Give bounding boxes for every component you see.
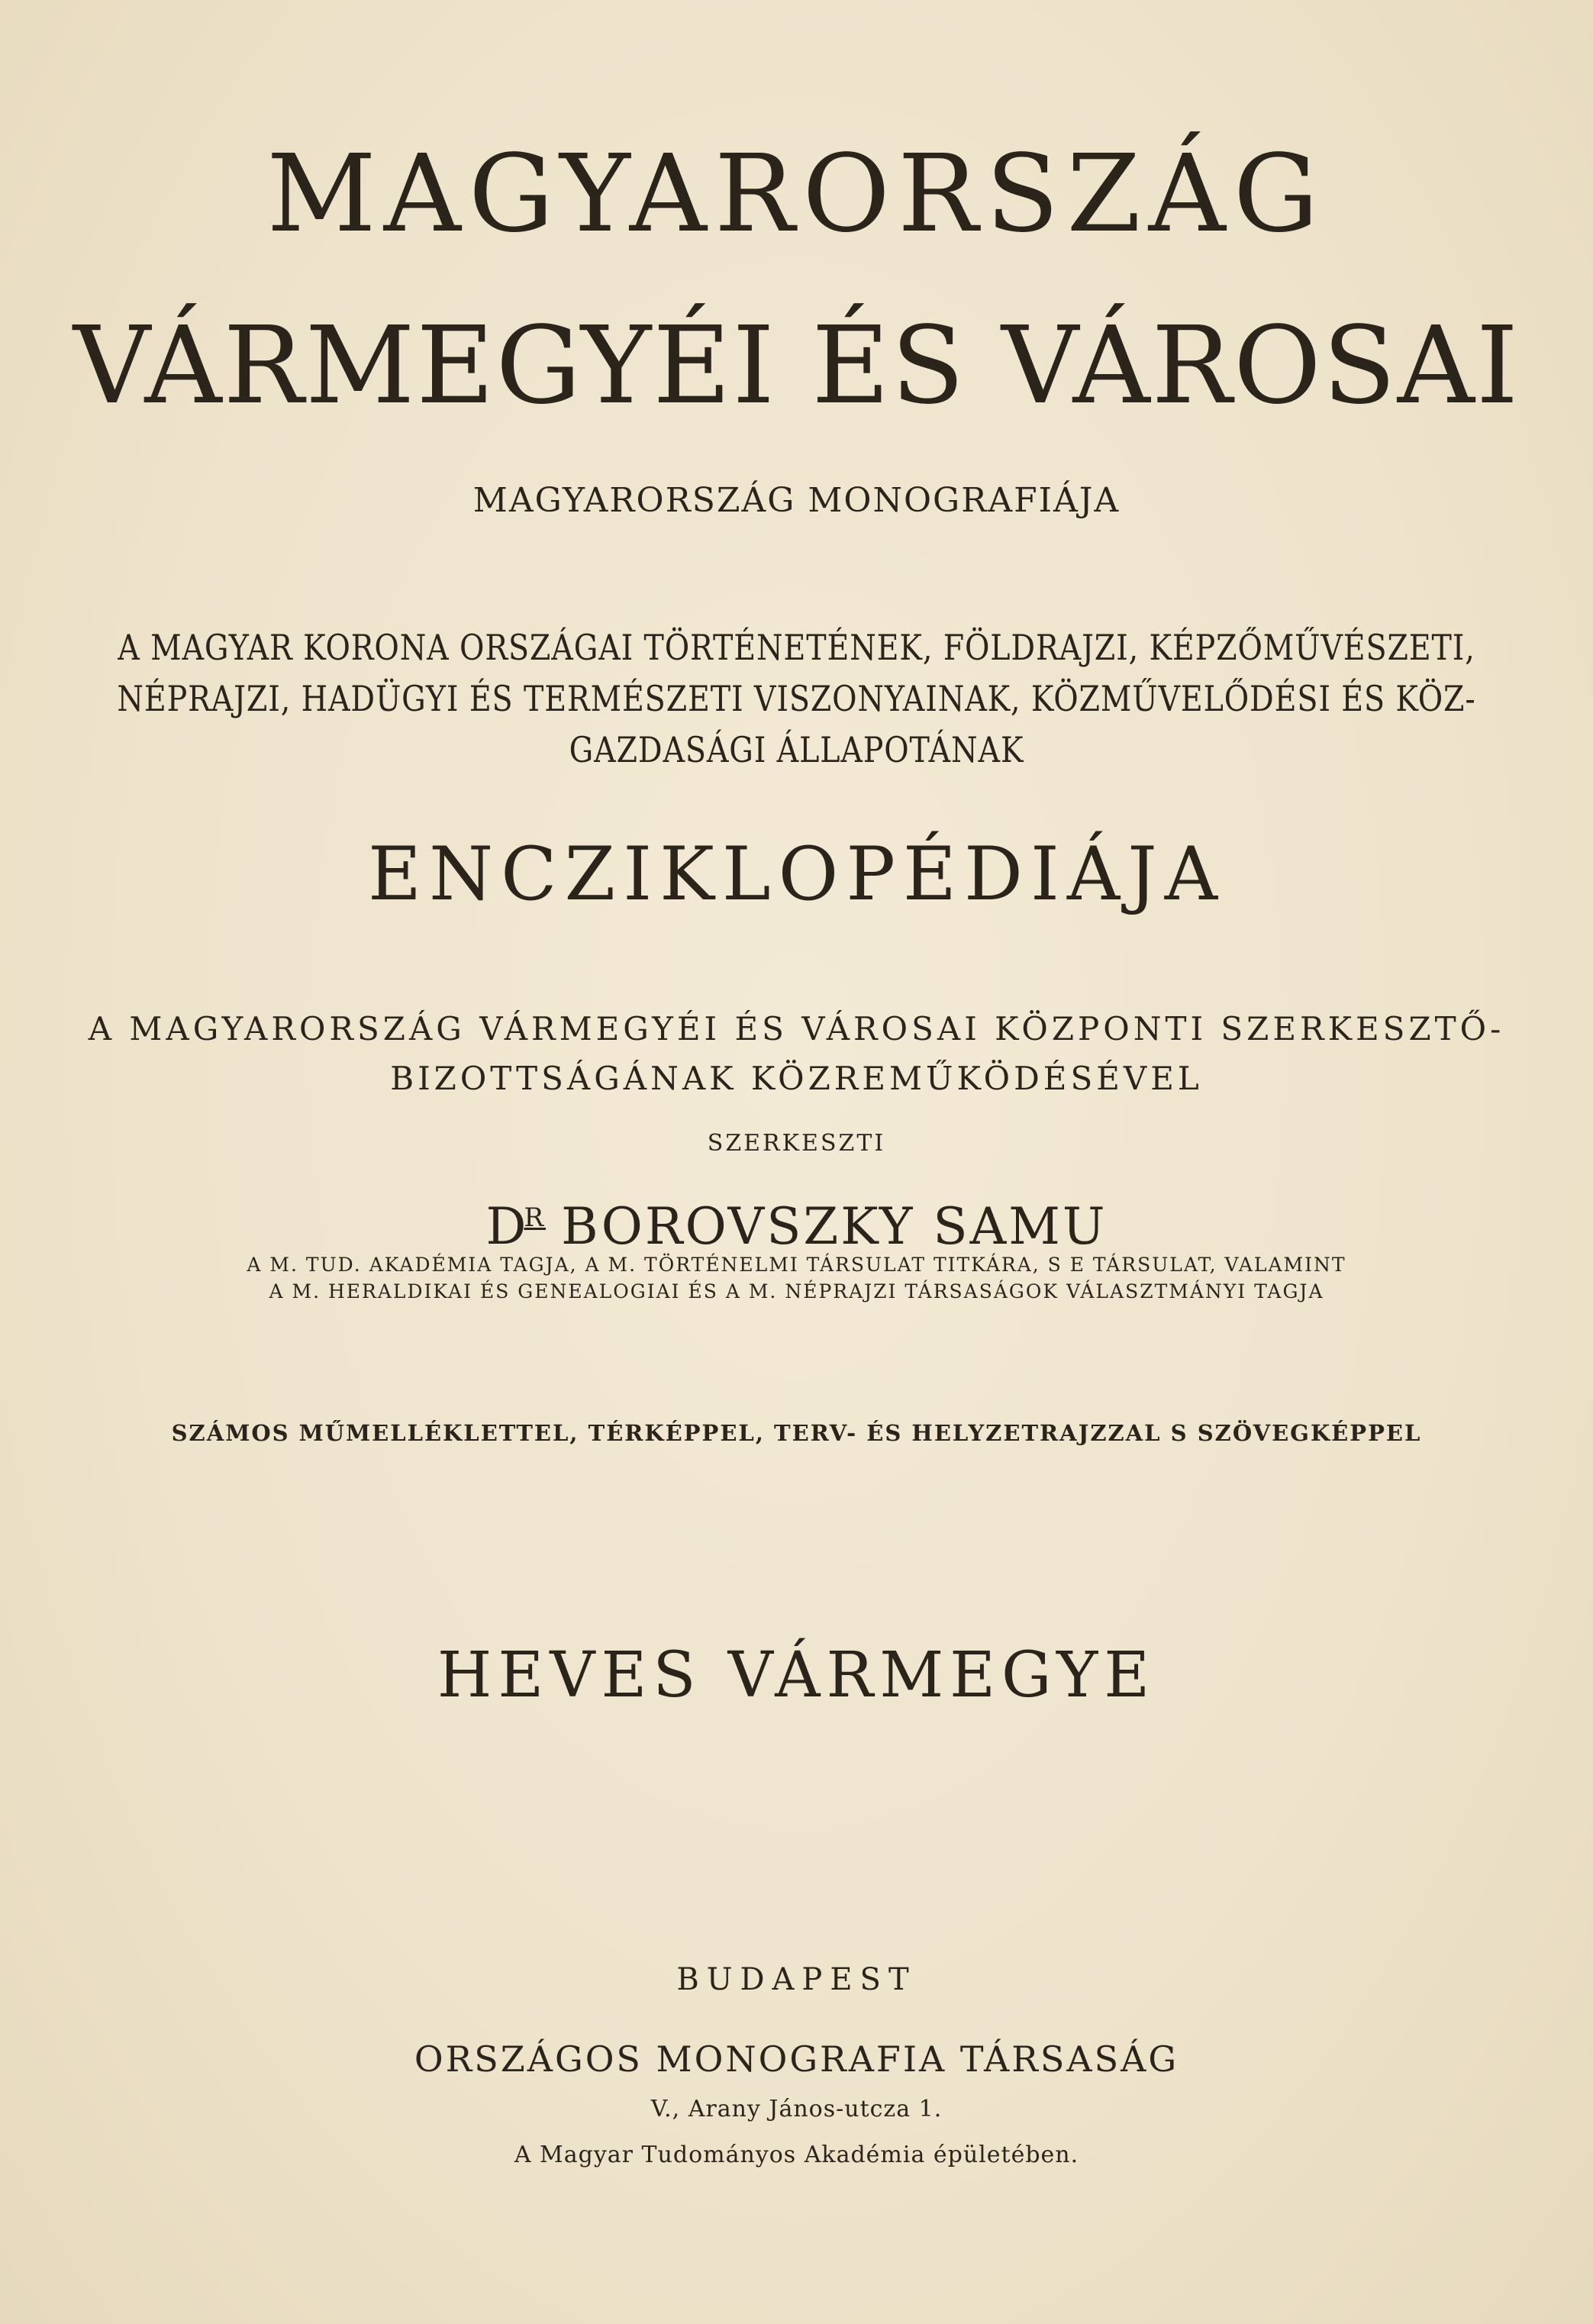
collaboration-line-2: BIZOTTSÁGÁNAK KÖZREMŰKÖDÉSÉVEL [390, 1060, 1203, 1097]
description-line-2: NÉPRAJZI, HADÜGYI ÉS TERMÉSZETI VISZONYAINAK, KÖZMŰVELŐDÉSI ÉS KÖZ- [117, 678, 1476, 719]
illustrations-note: SZÁMOS MŰMELLÉKLETTEL, TÉRKÉPPEL, TERV- ÉS HELYZETRAJZZAL S SZÖVEGKÉPPEL [171, 1420, 1422, 1446]
imprint-building: A Magyar Tudományos Akadémia épületében. [514, 2142, 1079, 2168]
imprint-address: V., Arany János-utcza 1. [650, 2096, 943, 2122]
editor-prefix: D [485, 1197, 529, 1256]
title-line-1: MAGYARORSZÁG [266, 132, 1327, 257]
credentials-line-1: A M. TUD. AKADÉMIA TAGJA, A M. TÖRTÉNELMI TÁRSULAT TITKÁRA, S E TÁRSULAT, VALAMINT [247, 1254, 1346, 1276]
title-line-2: VÁRMEGYÉI ÉS VÁROSAI [73, 304, 1520, 428]
description-line-3: GAZDASÁGI ÁLLAPOTÁNAK [569, 729, 1024, 770]
editor-name: BOROVSZKY SAMU [561, 1197, 1108, 1256]
editor-prefix-superscript: R [524, 1202, 547, 1233]
credentials-line-2: A M. HERALDIKAI ÉS GENEALOGIAI ÉS A M. NÉPRAJZI TÁRSASÁGOK VÁLASZTMÁNYI TAGJA [269, 1280, 1324, 1302]
imprint-city: BUDAPEST [676, 1962, 917, 1997]
volume-title: HEVES VÁRMEGYE [437, 1639, 1156, 1712]
imprint-publisher: ORSZÁGOS MONOGRAFIA TÁRSASÁG [414, 2038, 1179, 2080]
edited-by-label: SZERKESZTI [707, 1130, 886, 1157]
collaboration-line-1: A MAGYARORSZÁG VÁRMEGYÉI ÉS VÁROSAI KÖZPONTI SZERKESZTŐ- [88, 1010, 1505, 1047]
editor-name-line [0, 1187, 1593, 1257]
encyclopedia-heading: ENCZIKLOPÉDIÁJA [367, 831, 1226, 917]
description-line-1: A MAGYAR KORONA ORSZÁGAI TÖRTÉNETÉNEK, FÖLDRAJZI, KÉPZŐMŰVÉSZETI, [118, 627, 1475, 668]
subtitle: MAGYARORSZÁG MONOGRAFIÁJA [472, 481, 1121, 520]
